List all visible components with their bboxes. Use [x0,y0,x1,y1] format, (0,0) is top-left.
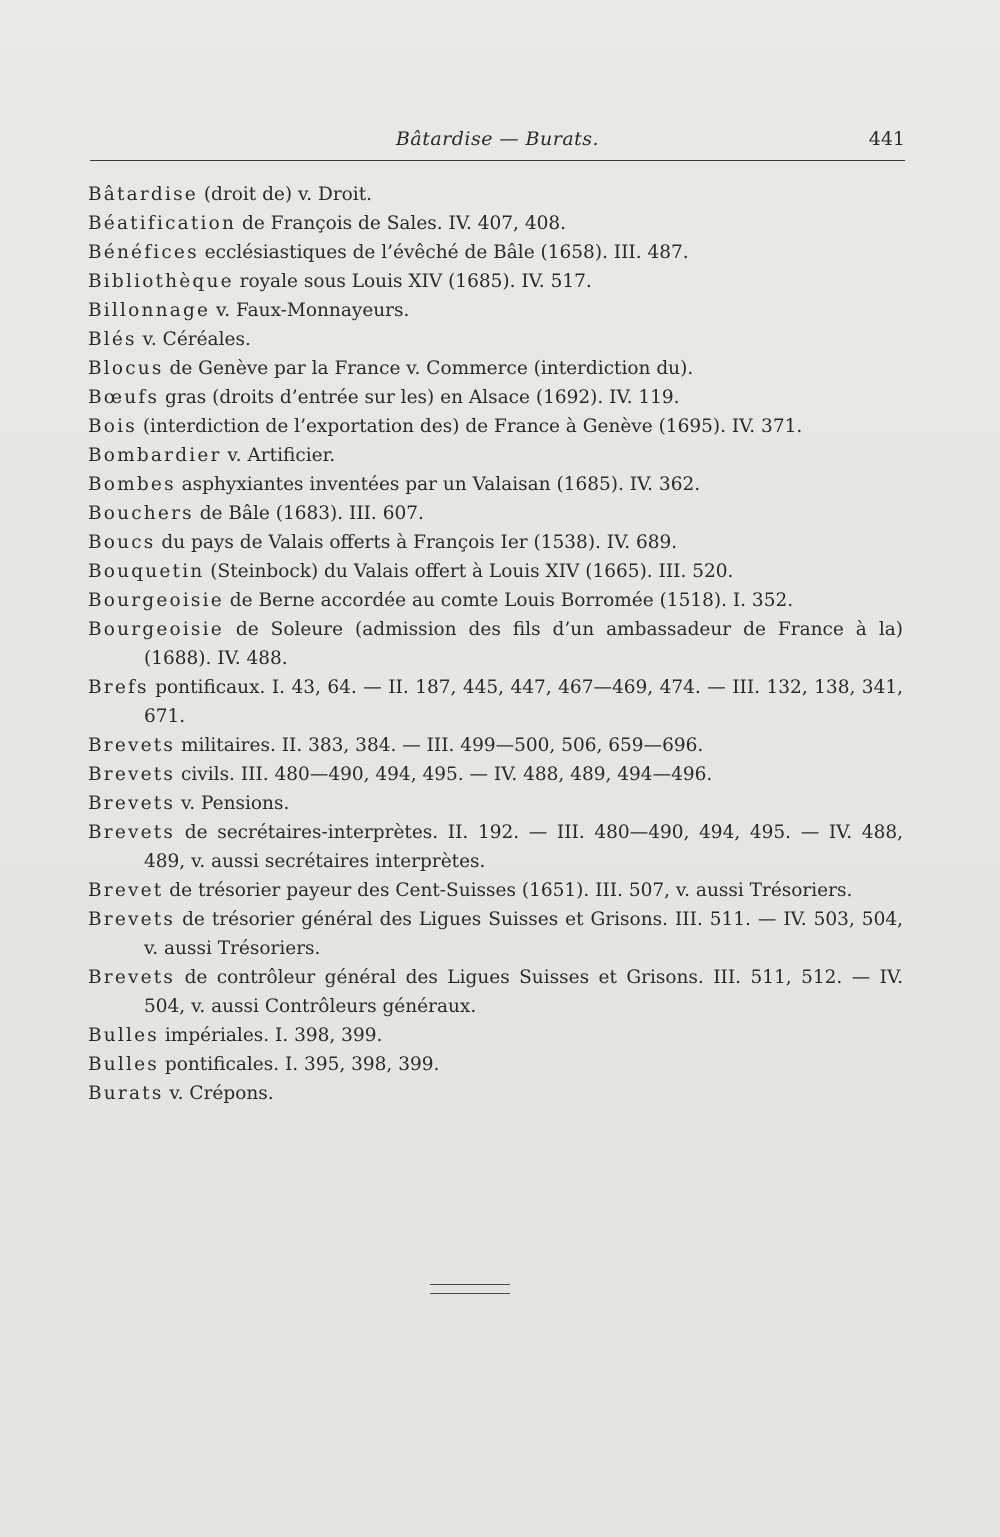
entry-text: de trésorier général des Ligues Suisses et Grisons. III. 511. — IV. 503, 504, v. aussi Trésoriers. [144,909,903,959]
index-entry [88,296,903,325]
index-entry [88,731,903,760]
entry-keyword: Brevets [88,735,176,756]
entry-text: militaires. II. 383, 384. — III. 499—500, 506, 659—696. [175,735,704,756]
page-header [90,128,905,168]
entry-text: v. Crépons. [163,1083,274,1104]
entry-keyword: Bombardier [88,445,222,466]
entry-text: de Genève par la France v. Commerce (interdiction du). [163,358,694,379]
entry-text: v. Céréales. [136,329,251,350]
end-ornament [430,1284,510,1294]
entry-keyword: Brevets [88,822,176,843]
entry-keyword: Boucs [88,532,156,553]
entry-text: civils. III. 480—490, 494, 495. — IV. 488, 489, 494—496. [175,764,713,785]
entry-keyword: Burats [88,1083,164,1104]
index-entry [88,1079,903,1108]
index-entry [88,557,903,586]
entry-text: de trésorier payeur des Cent-Suisses (1651). III. 507, v. aussi Trésoriers. [163,880,853,901]
entry-text: impériales. I. 398, 399. [159,1025,383,1046]
index-entry [88,267,903,296]
entry-text: de Soleure (admission des fils d’un ambassadeur de France à la) (1688). IV. 488. [144,619,903,669]
index-entry [88,963,903,1021]
entry-text: v. Pensions. [175,793,290,814]
entry-keyword: Bois [88,416,137,437]
index-entry [88,760,903,789]
entry-keyword: Bouquetin [88,561,205,582]
entry-keyword: Bourgeoisie [88,590,224,611]
index-entry [88,528,903,557]
index-entry [88,441,903,470]
entry-keyword: Bouchers [88,503,194,524]
index-entry [88,673,903,731]
entry-keyword: Brevets [88,793,176,814]
entry-text: asphyxiantes inventées par un Valaisan (1685). IV. 362. [175,474,701,495]
entry-keyword: Blocus [88,358,164,379]
entry-keyword: Bombes [88,474,176,495]
index-entry [88,499,903,528]
entry-keyword: Bénéfices [88,242,199,263]
index-entry [88,412,903,441]
entry-text: du pays de Valais offerts à François Ier (1538). IV. 689. [155,532,678,553]
entry-text: de secrétaires-interprètes. II. 192. — III. 480—490, 494, 495. — IV. 488, 489, v. aussi secrétaires interprètes. [144,822,903,872]
index-entry [88,354,903,383]
entry-keyword: Brevets [88,909,176,930]
index-entry [88,615,903,673]
entry-text: gras (droits d’entrée sur les) en Alsace (1692). IV. 119. [159,387,680,408]
index-entry [88,383,903,412]
entry-text: v. Artificier. [221,445,336,466]
entry-keyword: Bâtardise [88,184,198,205]
index-entry [88,238,903,267]
index-entry [88,180,903,209]
entry-keyword: Bœufs [88,387,160,408]
index-entry [88,876,903,905]
index-entry [88,818,903,876]
entry-text: (Steinbock) du Valais offert à Louis XIV (1665). III. 520. [204,561,734,582]
index-entry [88,789,903,818]
running-title: Bâtardise — Burats. [395,128,600,150]
index-entry [88,325,903,354]
index-entry [88,470,903,499]
entry-text: pontificaux. I. 43, 64. — II. 187, 445, 447, 467—469, 474. — III. 132, 138, 341, 671. [144,677,903,727]
entry-keyword: Brevets [88,967,176,988]
entry-text: de François de Sales. IV. 407, 408. [236,213,567,234]
entry-keyword: Bulles [88,1025,159,1046]
entry-text: pontificales. I. 395, 398, 399. [159,1054,440,1075]
entry-keyword: Billonnage [88,300,211,321]
entry-keyword: Béatification [88,213,237,234]
entry-text: v. Faux-Monnayeurs. [210,300,410,321]
index-entry [88,586,903,615]
entry-keyword: Brefs [88,677,149,698]
entry-keyword: Bibliothèque [88,271,234,292]
entry-keyword: Blés [88,329,137,350]
entry-text: de Berne accordée au comte Louis Borromée (1518). I. 352. [223,590,794,611]
page-number: 441 [868,128,905,150]
index-entry [88,1021,903,1050]
entry-text: de contrôleur général des Ligues Suisses et Grisons. III. 511, 512. — IV. 504, v. aussi Contrôleurs généraux. [144,967,903,1017]
entry-text: ecclésiastiques de l’évêché de Bâle (1658). III. 487. [198,242,689,263]
index-entries [88,180,903,1108]
entry-keyword: Bulles [88,1054,159,1075]
index-entry [88,905,903,963]
index-entry [88,209,903,238]
entry-text: (interdiction de l’exportation des) de France à Genève (1695). IV. 371. [136,416,803,437]
entry-text: royale sous Louis XIV (1685). IV. 517. [233,271,592,292]
entry-text: de Bâle (1683). III. 607. [193,503,424,524]
index-entry [88,1050,903,1079]
entry-text: (droit de) v. Droit. [197,184,373,205]
header-rule [90,160,905,161]
entry-keyword: Bourgeoisie [88,619,224,640]
entry-keyword: Brevet [88,880,164,901]
entry-keyword: Brevets [88,764,176,785]
